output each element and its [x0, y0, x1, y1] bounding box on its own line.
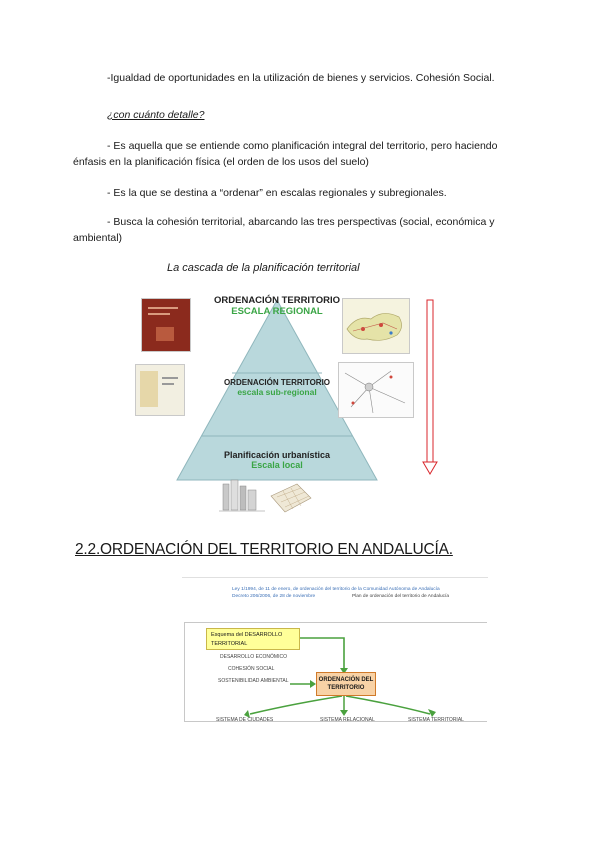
level-local: Planificación urbanística Escala local	[223, 450, 331, 470]
regional-plan-document-image	[141, 298, 191, 352]
subregional-map-image	[338, 362, 414, 418]
plan-reference-line: Plan de ordenación del territorio de Andalucía	[352, 594, 450, 599]
urban-plan-image	[267, 482, 313, 514]
buildings-model-image	[219, 478, 265, 514]
paragraph-regional: - Es la que se destina a “ordenar” en escalas regionales y subregionales.	[107, 187, 447, 199]
bottom-system-territorial: SISTEMA TERRITORIAL	[408, 717, 464, 723]
question-detail: ¿con cuánto detalle?	[107, 109, 205, 121]
scheme-arrows	[182, 578, 488, 736]
level-subregional: ORDENACIÓN TERRITORIO escala sub-regional	[223, 378, 331, 397]
development-scheme-box: Esquema del DESARROLLO TERRITORIAL	[206, 628, 300, 650]
paragraph-equality: -Igualdad de oportunidades en la utilización de bienes y servicios. Cohesión Social.	[107, 72, 495, 84]
scheme-item-economic: DESARROLLO ECONÓMICO	[220, 654, 287, 660]
bottom-system-relational: SISTEMA RELACIONAL	[320, 717, 375, 723]
paragraph-definition: - Es aquella que se entiende como planificación integral del territorio, pero haciendo énfasis en la planificación física (el orden de los usos del suelo)	[73, 140, 498, 168]
section-heading: 2.2.ORDENACIÓN DEL TERRITORIO EN ANDALUCÍA.	[75, 541, 453, 558]
cascade-figure	[135, 292, 445, 522]
andalusia-scheme-figure	[182, 577, 488, 736]
down-arrow-icon	[423, 300, 437, 474]
scheme-item-social: COHESIÓN SOCIAL	[228, 666, 275, 672]
scheme-item-environmental: SOSTENIBILIDAD AMBIENTAL	[218, 678, 289, 684]
figure-caption: La cascada de la planificación territorial	[167, 262, 360, 274]
decree-reference-line: Decreto 206/2006, de 28 de noviembre	[232, 594, 316, 599]
law-reference-line: Ley 1/1994, de 11 de enero, de ordenación del territorio de la Comunidad Autónoma de Andalucía	[232, 587, 440, 592]
andalusia-map-image	[342, 298, 410, 354]
territory-planning-box: ORDENACIÓN DEL TERRITORIO	[316, 672, 376, 696]
bottom-system-cities: SISTEMA DE CIUDADES	[216, 717, 274, 723]
paragraph-cohesion: - Busca la cohesión territorial, abarcando las tres perspectivas (social, económica y ambiental)	[73, 216, 495, 244]
level-regional: ORDENACIÓN TERRITORIO ESCALA REGIONAL	[214, 295, 340, 317]
subregional-plan-document-image	[135, 364, 185, 416]
